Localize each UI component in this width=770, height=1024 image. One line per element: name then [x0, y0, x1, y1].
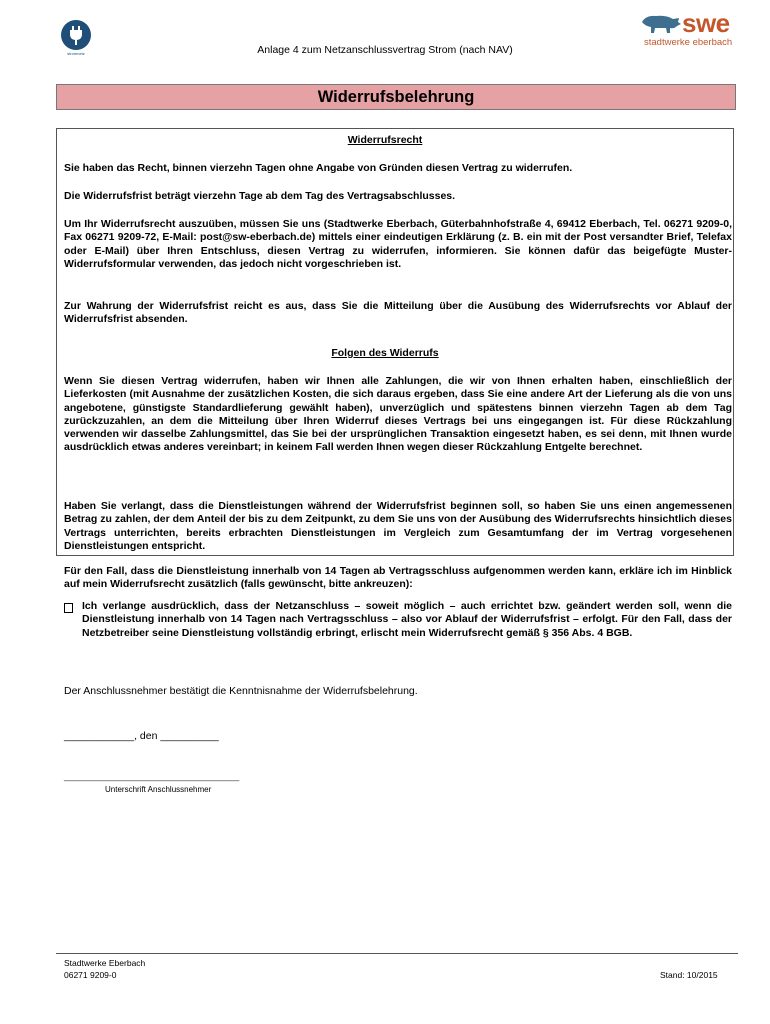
paragraph-how-to-withdraw: Um Ihr Widerrufsrecht auszuüben, müssen Sie uns (Stadtwerke Eberbach, Güterbahnhofstraße 4, 69412 Eberbach, Tel. 06271 9209-0, Fax 06271 9209-72, E-Mail: post@sw-eberbach.de) mittels einer eindeutigen Erklärung (z. B. ein mit der Post versandter Brief, Telefax oder E-Mail) über Ihren Entschluss, diesen Vertrag zu widerrufen, informieren. Sie können dafür das beigefügte Muster-Widerrufsformular verwenden, das jedoch nicht vorgeschrieben ist. — [64, 218, 732, 270]
section-heading-folgen: Folgen des Widerrufs — [331, 347, 439, 359]
paragraph-right-to-withdraw: Sie haben das Recht, binnen vierzehn Tagen ohne Angabe von Gründen diesen Vertrag zu widerrufen. — [64, 162, 573, 174]
signature-field[interactable]: ______________________________ — [64, 770, 240, 782]
brand-name: swe — [682, 8, 730, 38]
paragraph-services-payment: Haben Sie verlangt, dass die Dienstleistungen während der Widerrufsfrist beginnen soll, so haben Sie uns einen angemessenen Betrag zu zahlen, der dem Anteil der bis zu dem Zeitpunkt, zu dem Sie uns von der Ausübung des Widerrufsrechts hinsichtlich dieses Vertrags unterrichten, bereits erbrachten Dienstleistungen im Vergleich zum Gesamtumfang der im Vertrag vorgesehenen Dienstleistungen entspricht. — [64, 500, 732, 552]
place-date-field[interactable]: ____________, den __________ — [64, 730, 219, 742]
paragraph-declaration: Für den Fall, dass die Dienstleistung innerhalb von 14 Tagen ab Vertragsschluss aufgenommen werden kann, erkläre ich im Hinblick auf mein Widerrufsrecht zusätzlich (falls gewünscht, bitte ankreuzen): — [64, 565, 732, 591]
signature-caption: Unterschrift Anschlussnehmer — [105, 785, 212, 794]
main-title: Widerrufsbelehrung — [56, 84, 736, 110]
consent-checkbox[interactable] — [64, 603, 73, 613]
brand-subtitle: stadtwerke eberbach — [644, 37, 733, 48]
footer-phone: 06271 9209-0 — [64, 970, 117, 980]
footer-divider — [56, 953, 738, 954]
boar-icon — [640, 12, 682, 34]
swe-brand-logo — [640, 10, 746, 50]
stromnetz-logo-caption: stromnetz — [67, 51, 85, 56]
consent-checkbox-label: Ich verlange ausdrücklich, dass der Netzanschluss – soweit möglich – auch errichtet bzw. geändert werden soll, wenn die Dienstleistung innerhalb von 14 Tagen nach Vertragsschluss – also vor Ablauf der Widerrufsfrist – erfolgt. Für den Fall, dass der Netzbetreiber seine Dienstleistung vollständig erbringt, erlischt mein Widerrufsrecht gemäß § 356 Abs. 4 BGB. — [82, 600, 732, 639]
footer-company: Stadtwerke Eberbach — [64, 958, 146, 968]
section-heading-widerrufsrecht: Widerrufsrecht — [347, 134, 423, 146]
confirmation-text: Der Anschlussnehmer bestätigt die Kenntnisnahme der Widerrufsbelehrung. — [64, 685, 418, 697]
footer-stand: Stand: 10/2015 — [660, 970, 718, 980]
paragraph-consequences: Wenn Sie diesen Vertrag widerrufen, haben wir Ihnen alle Zahlungen, die wir von Ihnen erhalten haben, einschließlich der Lieferkosten (mit Ausnahme der zusätzlichen Kosten, die sich daraus ergeben, dass Sie eine andere Art der Lieferung als die von uns angebotene, günstigste Standardlieferung gewählt haben), unverzüglich und spätestens binnen vierzehn Tagen ab dem Tag zurückzuzahlen, an dem die Mitteilung über Ihren Widerruf dieses Vertrags bei uns eingegangen ist. Für diese Rückzahlung verwenden wir dasselbe Zahlungsmittel, das Sie bei der ursprünglichen Transaktion eingesetzt haben, es sei denn, mit Ihnen wurde ausdrücklich etwas anderes vereinbart; in keinem Fall werden Ihnen wegen dieser Rückzahlung Entgelte berechnet. — [64, 375, 732, 454]
paragraph-deadline: Zur Wahrung der Widerrufsfrist reicht es aus, dass Sie die Mitteilung über die Ausübung des Widerrufsrechts vor Ablauf der Widerrufsfrist absenden. — [64, 300, 732, 326]
paragraph-withdrawal-period: Die Widerrufsfrist beträgt vierzehn Tage ab dem Tag des Vertragsabschlusses. — [64, 190, 456, 202]
document-header-title: Anlage 4 zum Netzanschlussvertrag Strom (nach NAV) — [257, 44, 513, 56]
